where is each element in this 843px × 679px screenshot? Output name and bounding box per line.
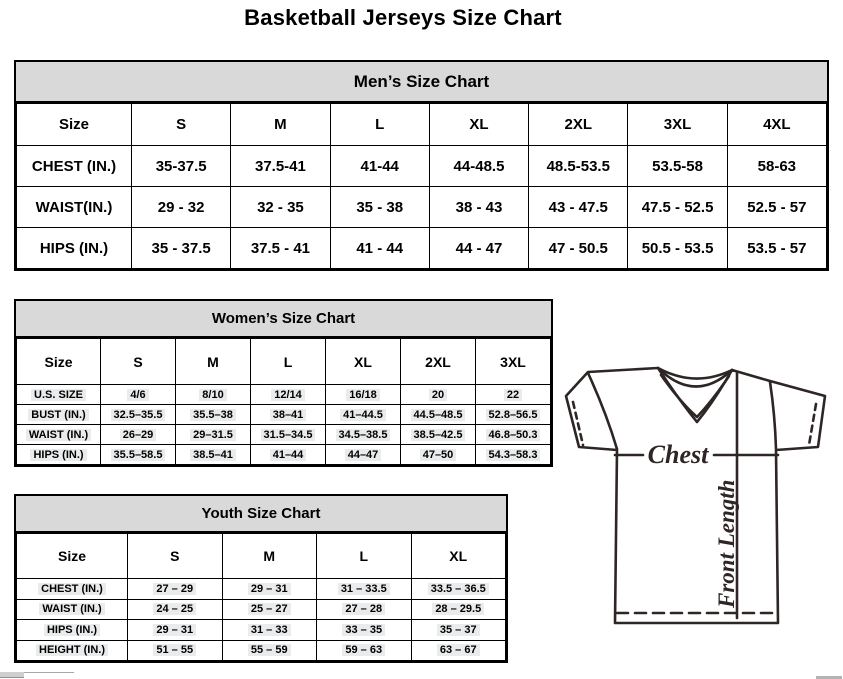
size-value-cell: 54.3–58.3 <box>476 445 551 465</box>
col-header-size: Size <box>17 339 101 385</box>
size-value-cell: 53.5-58 <box>628 146 727 187</box>
size-value-cell: 32 - 35 <box>231 187 330 228</box>
scrollbar-fragment-left[interactable] <box>0 672 24 678</box>
size-value-cell: 35 – 37 <box>411 620 506 641</box>
size-value-cell: 44 - 47 <box>429 228 528 269</box>
table-row <box>17 579 506 600</box>
scrollbar-track-line <box>24 672 74 673</box>
col-header-2xl: 2XL <box>401 339 476 385</box>
size-value-cell: 22 <box>476 385 551 405</box>
youth-size-table <box>16 533 506 661</box>
col-header-s: S <box>132 104 231 146</box>
youth-size-chart <box>14 494 508 663</box>
size-value-cell: 24 – 25 <box>128 599 223 620</box>
size-value-cell: 16/18 <box>326 385 401 405</box>
col-header-m: M <box>176 339 251 385</box>
table-row <box>17 445 551 465</box>
mens-size-table <box>16 103 827 269</box>
row-label: CHEST (IN.) <box>17 579 128 600</box>
womens-size-table <box>16 338 551 465</box>
jersey-measurement-diagram <box>560 358 840 628</box>
col-header-xl: XL <box>411 534 506 579</box>
col-header-size: Size <box>17 534 128 579</box>
size-value-cell: 38.5–41 <box>176 445 251 465</box>
size-value-cell: 44.5–48.5 <box>401 405 476 425</box>
womens-chart-title: Women’s Size Chart <box>16 301 551 338</box>
col-header-m: M <box>231 104 330 146</box>
size-value-cell: 27 – 29 <box>128 579 223 600</box>
size-value-cell: 38.5–42.5 <box>401 425 476 445</box>
table-row <box>17 228 827 269</box>
size-value-cell: 34.5–38.5 <box>326 425 401 445</box>
size-value-cell: 52.8–56.5 <box>476 405 551 425</box>
size-value-cell: 41 - 44 <box>330 228 429 269</box>
col-header-4xl: 4XL <box>727 104 826 146</box>
sleeve-cuff-dash-icon <box>809 404 816 445</box>
column-header-row <box>17 339 551 385</box>
size-value-cell: 38 - 43 <box>429 187 528 228</box>
armhole-seam-icon <box>588 373 617 449</box>
size-value-cell: 35-37.5 <box>132 146 231 187</box>
size-value-cell: 47 - 50.5 <box>529 228 628 269</box>
size-value-cell: 4/6 <box>101 385 176 405</box>
size-value-cell: 35.5–38 <box>176 405 251 425</box>
row-label: U.S. SIZE <box>17 385 101 405</box>
size-value-cell: 51 – 55 <box>128 640 223 661</box>
size-value-cell: 33 – 35 <box>317 620 412 641</box>
table-row <box>17 146 827 187</box>
col-header-2xl: 2XL <box>529 104 628 146</box>
size-value-cell: 41–44 <box>251 445 326 465</box>
row-label: HIPS (IN.) <box>17 620 128 641</box>
size-value-cell: 27 – 28 <box>317 599 412 620</box>
size-value-cell: 58-63 <box>727 146 826 187</box>
size-value-cell: 43 - 47.5 <box>529 187 628 228</box>
size-value-cell: 48.5-53.5 <box>529 146 628 187</box>
row-label: WAIST (IN.) <box>17 425 101 445</box>
col-header-s: S <box>101 339 176 385</box>
size-value-cell: 12/14 <box>251 385 326 405</box>
size-value-cell: 52.5 - 57 <box>727 187 826 228</box>
table-row <box>17 599 506 620</box>
col-header-xl: XL <box>326 339 401 385</box>
size-value-cell: 44-48.5 <box>429 146 528 187</box>
column-header-row <box>17 534 506 579</box>
front-length-label: Front Length <box>714 479 739 608</box>
womens-size-chart <box>14 299 553 467</box>
row-label: WAIST(IN.) <box>17 187 132 228</box>
page-title: Basketball Jerseys Size Chart <box>244 5 562 30</box>
size-value-cell: 29 – 31 <box>222 579 317 600</box>
table-row <box>17 620 506 641</box>
size-value-cell: 55 – 59 <box>222 640 317 661</box>
size-value-cell: 29 – 31 <box>128 620 223 641</box>
table-row <box>17 425 551 445</box>
size-value-cell: 44–47 <box>326 445 401 465</box>
size-value-cell: 31 – 33 <box>222 620 317 641</box>
size-value-cell: 63 – 67 <box>411 640 506 661</box>
size-value-cell: 29 - 32 <box>132 187 231 228</box>
size-value-cell: 59 – 63 <box>317 640 412 661</box>
size-value-cell: 53.5 - 57 <box>727 228 826 269</box>
size-value-cell: 37.5-41 <box>231 146 330 187</box>
size-value-cell: 47.5 - 52.5 <box>628 187 727 228</box>
col-header-xl: XL <box>429 104 528 146</box>
row-label: CHEST (IN.) <box>17 146 132 187</box>
column-header-row <box>17 104 827 146</box>
col-header-l: L <box>317 534 412 579</box>
table-row <box>17 385 551 405</box>
jersey-outline-icon <box>566 368 825 623</box>
size-value-cell: 26–29 <box>101 425 176 445</box>
col-header-m: M <box>222 534 317 579</box>
chest-label: Chest <box>647 440 709 469</box>
size-value-cell: 46.8–50.3 <box>476 425 551 445</box>
size-value-cell: 33.5 – 36.5 <box>411 579 506 600</box>
table-row <box>17 187 827 228</box>
size-value-cell: 28 – 29.5 <box>411 599 506 620</box>
size-value-cell: 20 <box>401 385 476 405</box>
size-value-cell: 31.5–34.5 <box>251 425 326 445</box>
mens-size-chart <box>14 60 829 271</box>
col-header-3xl: 3XL <box>476 339 551 385</box>
size-value-cell: 41–44.5 <box>326 405 401 425</box>
size-value-cell: 35 - 38 <box>330 187 429 228</box>
size-value-cell: 25 – 27 <box>222 599 317 620</box>
col-header-3xl: 3XL <box>628 104 727 146</box>
size-value-cell: 29–31.5 <box>176 425 251 445</box>
size-value-cell: 32.5–35.5 <box>101 405 176 425</box>
size-value-cell: 41-44 <box>330 146 429 187</box>
col-header-l: L <box>330 104 429 146</box>
youth-chart-title: Youth Size Chart <box>16 496 506 533</box>
size-value-cell: 47–50 <box>401 445 476 465</box>
row-label: HEIGHT (IN.) <box>17 640 128 661</box>
table-row <box>17 405 551 425</box>
size-value-cell: 35 - 37.5 <box>132 228 231 269</box>
size-value-cell: 50.5 - 53.5 <box>628 228 727 269</box>
size-value-cell: 8/10 <box>176 385 251 405</box>
size-value-cell: 37.5 - 41 <box>231 228 330 269</box>
row-label: BUST (IN.) <box>17 405 101 425</box>
row-label: WAIST (IN.) <box>17 599 128 620</box>
col-header-l: L <box>251 339 326 385</box>
mens-chart-title: Men’s Size Chart <box>16 62 827 103</box>
row-label: HIPS (IN.) <box>17 228 132 269</box>
row-label: HIPS (IN.) <box>17 445 101 465</box>
size-value-cell: 31 – 33.5 <box>317 579 412 600</box>
armhole-seam-icon <box>770 382 776 449</box>
table-row <box>17 640 506 661</box>
col-header-s: S <box>128 534 223 579</box>
col-header-size: Size <box>17 104 132 146</box>
size-value-cell: 35.5–58.5 <box>101 445 176 465</box>
size-value-cell: 38–41 <box>251 405 326 425</box>
